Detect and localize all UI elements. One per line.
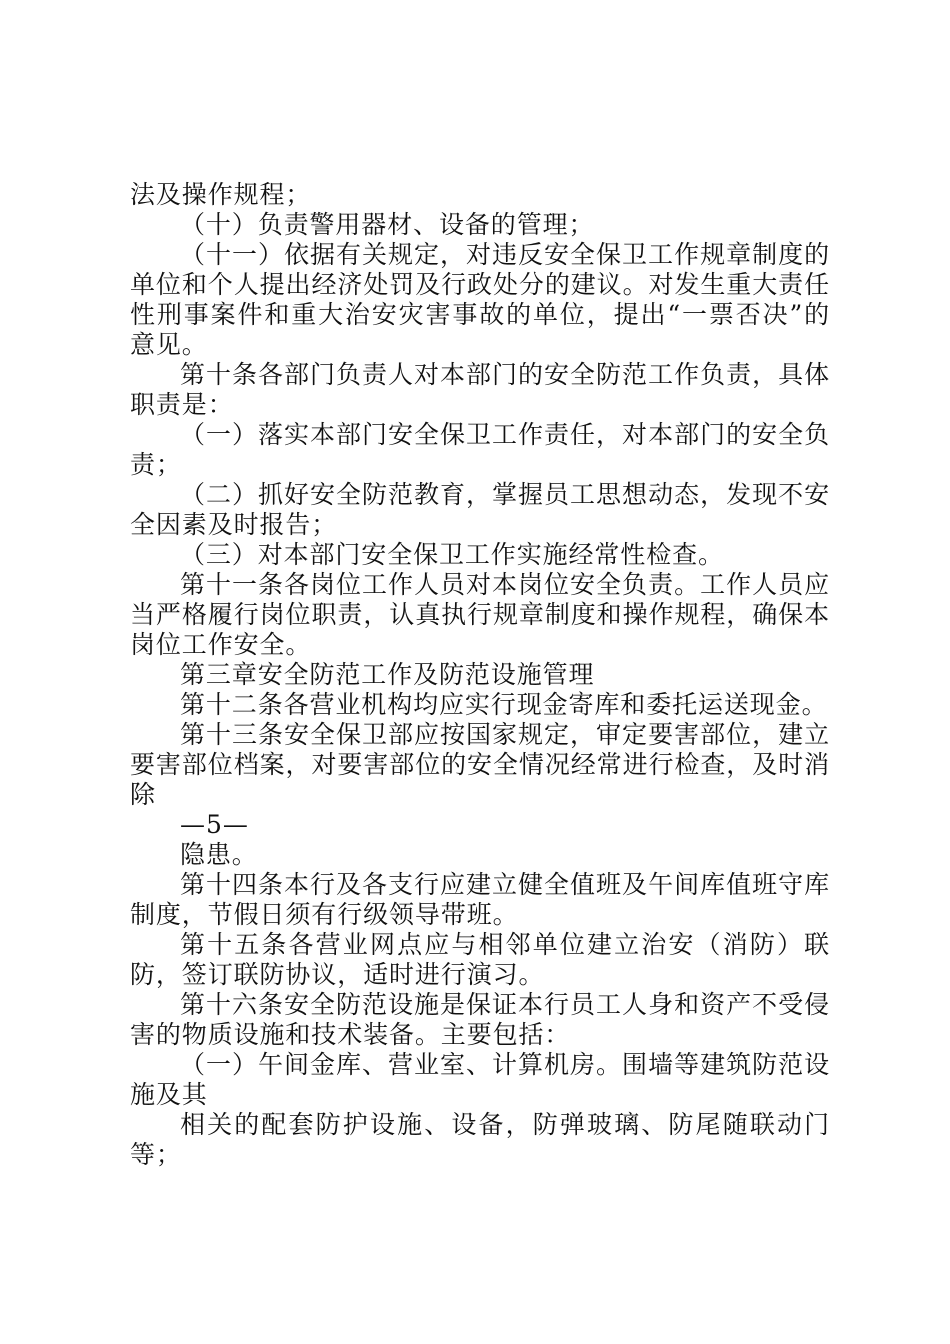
paragraph: （十一）依据有关规定，对违反安全保卫工作规章制度的单位和个人提出经济处罚及行政处分的建议。对发生重大责任性刑事案件和重大治安灾害事故的单位，提出“一票否决”的意见。 bbox=[130, 240, 830, 359]
paragraph: 第十条各部门负责人对本部门的安全防范工作负责，具体职责是： bbox=[130, 360, 830, 419]
paragraph: 隐患。 bbox=[180, 840, 258, 869]
paragraph: 第十二条各营业机构均应实行现金寄库和委托运送现金。 bbox=[180, 690, 828, 719]
paragraph: 法及操作规程； bbox=[130, 180, 312, 209]
paragraph: （十）负责警用器材、设备的管理； bbox=[180, 210, 595, 239]
paragraph: 第十一条各岗位工作人员对本岗位安全负责。工作人员应当严格履行岗位职责，认真执行规章制度和操作规程，确保本岗位工作安全。 bbox=[130, 570, 830, 659]
document-body bbox=[130, 180, 830, 1170]
paragraph: 相关的配套防护设施、设备，防弹玻璃、防尾随联动门等； bbox=[130, 1110, 830, 1169]
paragraph: （三）对本部门安全保卫工作实施经常性检查。 bbox=[180, 540, 724, 569]
paragraph: 第十三条安全保卫部应按国家规定，审定要害部位，建立要害部位档案，对要害部位的安全情况经常进行检查，及时消除 bbox=[130, 720, 830, 809]
paragraph: （一）落实本部门安全保卫工作责任，对本部门的安全负责； bbox=[130, 420, 830, 479]
paragraph: 第十四条本行及各支行应建立健全值班及午间库值班守库制度，节假日须有行级领导带班。 bbox=[130, 870, 830, 929]
page-number: —5— bbox=[180, 810, 249, 839]
paragraph: 第十五条各营业网点应与相邻单位建立治安（消防）联防，签订联防协议，适时进行演习。 bbox=[130, 930, 830, 989]
paragraph: （二）抓好安全防范教育，掌握员工思想动态，发现不安全因素及时报告； bbox=[130, 480, 830, 539]
paragraph: 第十六条安全防范设施是保证本行员工人身和资产不受侵害的物质设施和技术装备。主要包括： bbox=[130, 990, 830, 1049]
paragraph: 第三章安全防范工作及防范设施管理 bbox=[180, 660, 595, 689]
paragraph: （一）午间金库、营业室、计算机房。围墙等建筑防范设施及其 bbox=[130, 1050, 830, 1109]
